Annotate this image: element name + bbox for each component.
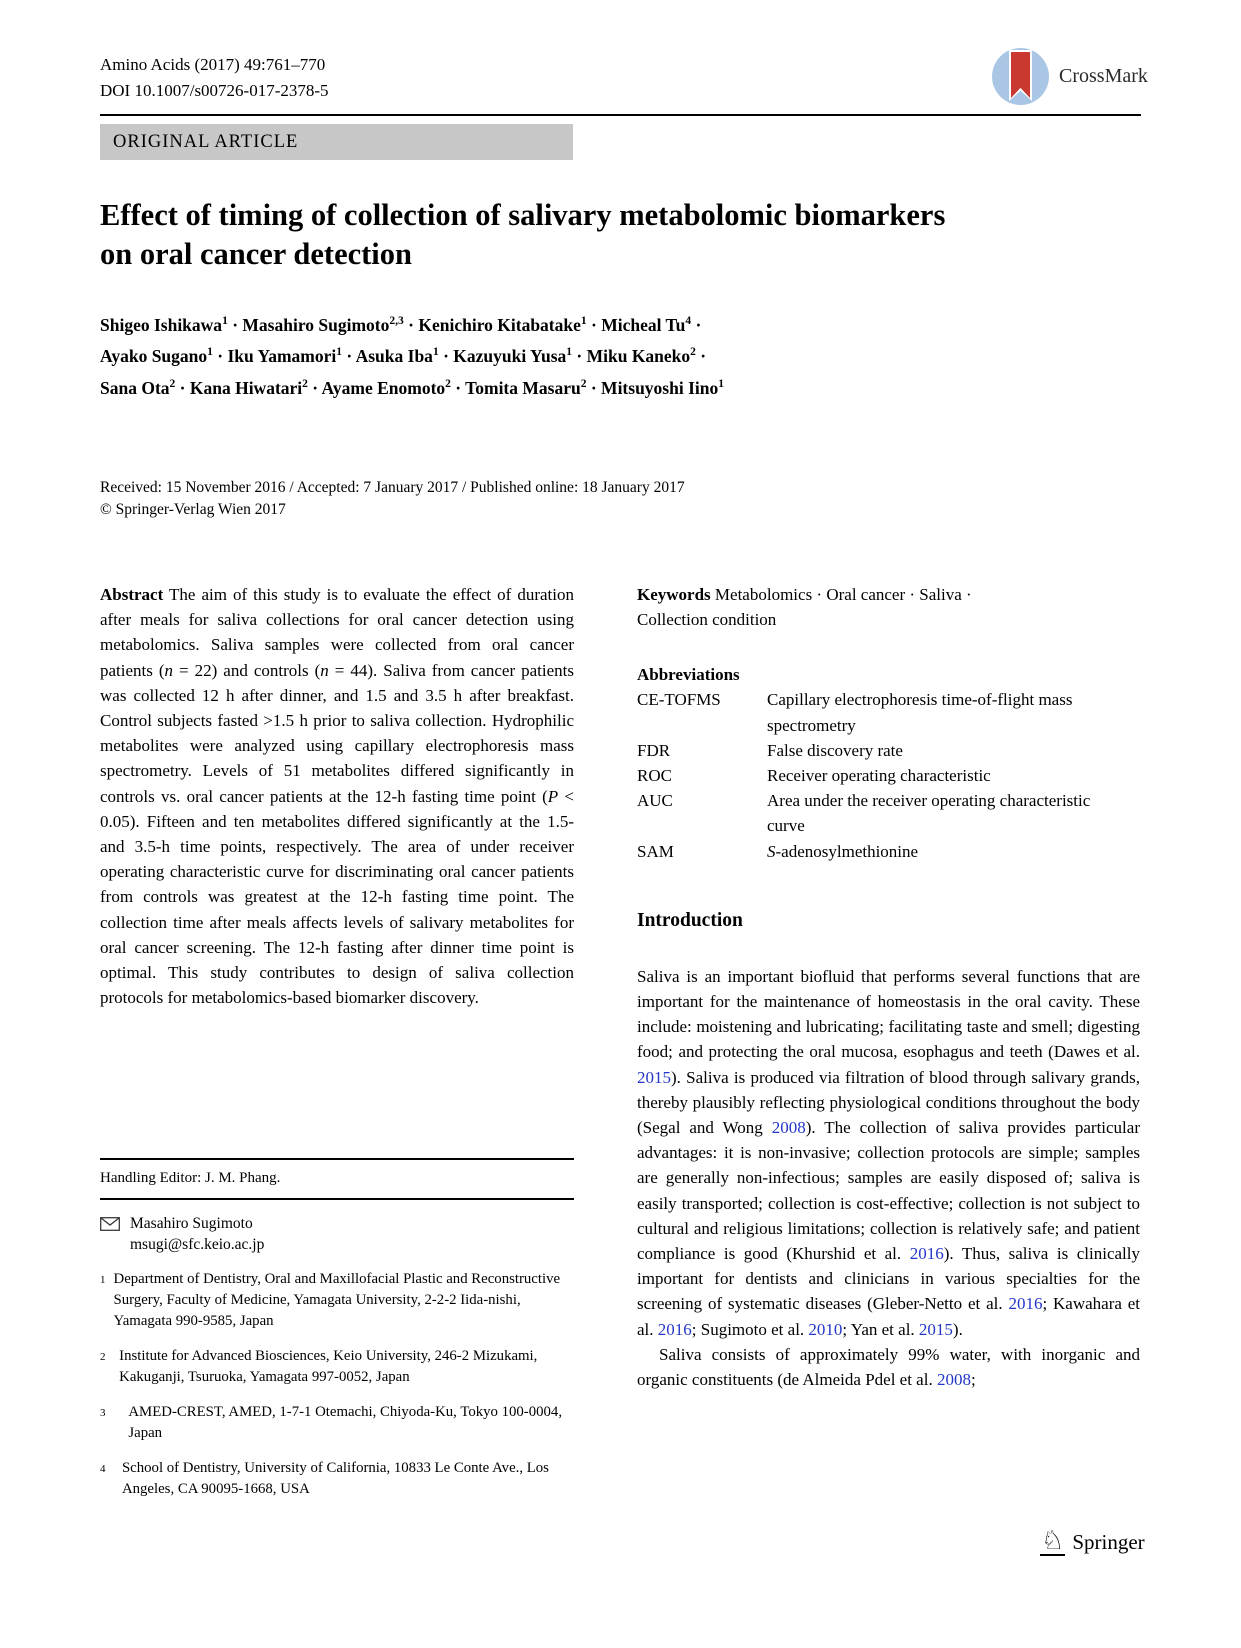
left-column <box>100 582 574 1010</box>
affiliation-text: AMED-CREST, AMED, 1-7-1 Otemachi, Chiyoda-Ku, Tokyo 100-0004, Japan <box>128 1403 563 1441</box>
springer-logo <box>1040 1528 1145 1556</box>
citation-link[interactable]: 2015 <box>918 1319 953 1339</box>
author-line: Ayako Sugano$^1$ · Iku Yamamori$^1$ · Asuka Iba$^1$ · Kazuyuki Yusa$^1$ · Miku Kaneko$^2$ · <box>100 346 707 367</box>
affiliation-item <box>100 1458 574 1500</box>
springer-knight-icon: ♘ <box>1041 1526 1065 1555</box>
introduction-paragraph: Saliva is an important biofluid that performs several functions that are important for the maintenance of homeostasis in the oral cavity. These include: moistening and lubricating; facilitating taste and smell; digesting food; and protecting the oral mucosa, esophagus and teeth (Dawes et al. 2015). Saliva is produced via filtration of blood through salivary grands, thereby plausibly reflecting physiological conditions throughout the body (Segal and Wong 2008). The collection of saliva provides particular advantages: it is non-invasive; collection protocols are simple; samples are generally non-infectious; samples are easily disposed of; saliva is easily transported; collection is cost-effective; collection is not subject to cultural and religious limitations; collection is relatively safe; and patient compliance is good (Khurshid et al. 2016). Thus, saliva is clinically important for dentists and clinicians in various specialties for the screening of systematic diseases (Gleber-Netto et al. 2016; Kawahara et al. 2016; Sugimoto et al. 2010; Yan et al. 2015). <box>637 966 1141 1339</box>
crossmark-bookmark-icon <box>1011 52 1030 98</box>
citation-link[interactable]: 2016 <box>909 1244 944 1264</box>
correspondence-block <box>100 1213 574 1255</box>
springer-label: Springer <box>1072 1529 1145 1554</box>
keywords-line: Keywords Metabolomics · Oral cancer · Saliva · Collection condition <box>637 585 972 630</box>
copyright-line: © Springer-Verlag Wien 2017 <box>100 501 286 518</box>
footnote-divider <box>100 1158 574 1160</box>
publication-info <box>100 477 685 521</box>
crossmark-badge[interactable] <box>992 48 1148 105</box>
received-line: Received: 15 November 2016 / Accepted: 7 January 2017 / Published online: 18 January 2017 <box>100 479 685 496</box>
abbreviation-row <box>637 788 1140 838</box>
author-line: Sana Ota$^2$ · Kana Hiwatari$^2$ · Ayame Enomoto$^2$ · Tomita Masaru$^2$ · Mitsuyoshi Iino$^1$ <box>100 377 724 398</box>
affiliation-number: 2 <box>100 1350 106 1363</box>
citation-link[interactable]: 2008 <box>936 1370 971 1390</box>
envelope-icon <box>100 1213 130 1255</box>
author-line: Shigeo Ishikawa$^1$ · Masahiro Sugimoto$^{2,3}$ · Kenichiro Kitabatake$^1$ · Micheal $Tu^4$ · <box>100 314 702 335</box>
handling-editor-note: Handling Editor: J. M. Phang. <box>100 1170 281 1186</box>
article-type-banner: ORIGINAL ARTICLE <box>100 124 573 160</box>
abbreviation-definition: Area under the receiver operating characteristic curve <box>767 791 1091 836</box>
abbreviation-definition: Capillary electrophoresis time-of-flight mass spectrometry <box>767 690 1073 735</box>
citation-link[interactable]: 2016 <box>1008 1294 1043 1314</box>
affiliation-item <box>100 1402 574 1444</box>
affiliation-number: 3 <box>100 1406 106 1419</box>
citation-link[interactable]: 2010 <box>808 1319 843 1339</box>
abbreviation-term: ROC <box>637 766 672 786</box>
abbreviation-definition: False discovery rate <box>767 740 903 760</box>
abbreviation-row <box>637 738 1140 763</box>
abbreviation-term: CE-TOFMS <box>637 690 721 710</box>
affiliation-item <box>100 1346 574 1388</box>
footnote-divider <box>100 1198 574 1200</box>
doi-line: DOI 10.1007/s00726-017-2378-5 <box>100 81 329 100</box>
footnote-block <box>100 1158 574 1500</box>
abbreviation-row <box>637 763 1140 788</box>
introduction-heading: Introduction <box>637 909 743 931</box>
citation-link[interactable]: 2008 <box>771 1118 806 1138</box>
abbreviation-term: AUC <box>637 791 673 811</box>
abstract-paragraph: Abstract The aim of this study is to evaluate the effect of duration after meals for saliva collections for oral cancer detection using metabolomics. Saliva samples were collected from oral cancer patients (n = 22) and controls (n = 44). Saliva from cancer patients was collected 12 h after dinner, and 1.5 and 3.5 h after breakfast. Control subjects fasted >1.5 h prior to saliva collection. Hydrophilic metabolites were analyzed using capillary electrophoresis mass spectrometry. Levels of 51 metabolites differed significantly in controls vs. oral cancer patients at the 12-h fasting time point (P < 0.05). Fifteen and ten metabolites differed significantly at the 1.5- and 3.5-h time points, respectively. The area of under receiver operating characteristic curve for discriminating oral cancer patients from controls was greatest at the 12-h fasting time point. The collection time after meals affects levels of salivary metabolites for oral cancer screening. The 12-h fasting after dinner time point is optimal. This study contributes to design of saliva collection protocols for metabolomics-based biomarker discovery. <box>100 585 574 1008</box>
correspondence-details <box>130 1213 264 1255</box>
citation-link[interactable]: 2016 <box>657 1319 692 1339</box>
abbreviation-definition: Receiver operating characteristic <box>767 766 991 786</box>
correspondence-name: Masahiro Sugimoto <box>130 1214 253 1232</box>
affiliation-item <box>100 1269 574 1332</box>
affiliation-text: Institute for Advanced Biosciences, Keio University, 246-2 Mizukami, Kakuganji, Tsuruoka, Yamagata 997-0052, Japan <box>119 1347 538 1385</box>
affiliation-number: 1 <box>100 1273 106 1286</box>
journal-citation: Amino Acids (2017) 49:761–770 <box>100 55 326 74</box>
authors-block <box>100 308 900 402</box>
abbreviation-row <box>637 839 1140 864</box>
crossmark-circle-icon <box>992 48 1049 105</box>
affiliation-text: Department of Dentistry, Oral and Maxillofacial Plastic and Reconstructive Surgery, Faculty of Medicine, Yamagata University, 2-2-2 Iida-nishi, Yamagata 990-9585, Japan <box>113 1270 561 1329</box>
journal-header <box>100 52 329 104</box>
header-divider <box>100 114 1141 116</box>
correspondence-email[interactable]: msugi@sfc.keio.ac.jp <box>130 1235 265 1253</box>
abbreviation-term: SAM <box>637 841 674 861</box>
abbreviation-definition: S-adenosylmethionine <box>767 841 919 861</box>
crossmark-label: CrossMark <box>1059 65 1148 87</box>
introduction-paragraph: Saliva consists of approximately 99% water, with inorganic and organic constituents (de Almeida Pdel et al. 2008; <box>637 1344 1140 1390</box>
affiliation-number: 4 <box>100 1462 106 1475</box>
affiliation-text: School of Dentistry, University of California, 10833 Le Conte Ave., Los Angeles, CA 90095-1668, USA <box>121 1459 549 1497</box>
article-title: Effect of timing of collection of salivary metabolomic biomarkers on oral cancer detection <box>100 198 946 271</box>
abbreviation-row <box>637 687 1140 737</box>
abbreviations-heading: Abbreviations <box>637 665 740 685</box>
abbreviation-term: FDR <box>637 740 671 760</box>
right-column <box>637 582 1140 1392</box>
citation-link[interactable]: 2015 <box>637 1067 671 1087</box>
